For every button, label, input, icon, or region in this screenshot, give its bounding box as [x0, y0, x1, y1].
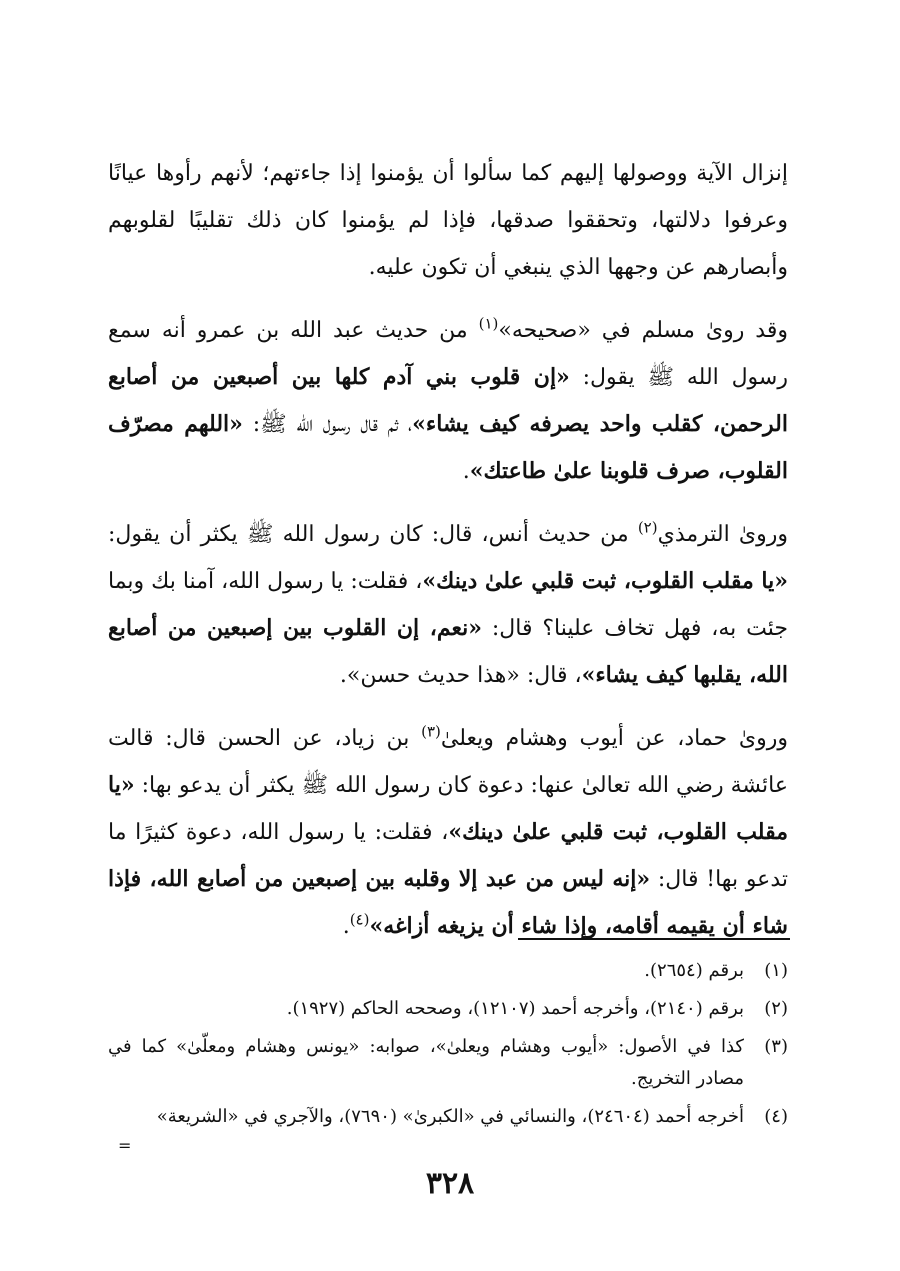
p3-text-4: ، قال: «هذا حديث حسن». — [339, 663, 582, 688]
p4-hadith-2: «إنه ليس من عبد إلا وقلبه بين إصبعين من أصابع الله، فإذا شاء أن يقيمه أقامه، وإذا شاء أن يزيغه أزاغه» — [108, 866, 788, 939]
p2-hadith-2: «اللهم مصرّف القلوب، صرف قلوبنا علىٰ طاعتك» — [108, 411, 788, 484]
p4-text-2: بن زياد، عن الحسن قال: قالت عائشة رضي الله تعالىٰ عنها: دعوة كان رسول الله ﷺ يكثر أن يدعو بها: — [108, 726, 788, 798]
footnotes — [108, 955, 788, 1139]
p3-text-1: وروىٰ الترمذي — [657, 522, 788, 547]
footnote-ref-2[interactable]: (٢) — [637, 518, 658, 537]
footnote-text: أخرجه أحمد (٢٤٦٠٤)، والنسائي في «الكبرىٰ» (٧٦٩٠)، والآجري في «الشريعة» — [156, 1106, 744, 1127]
footnote-2 — [108, 993, 788, 1025]
p4-text-1: وروىٰ حماد، عن أيوب وهشام ويعلىٰ — [440, 726, 788, 751]
p4-hadith-1: «يا مقلب القلوب، ثبت قلبي علىٰ دينك» — [108, 772, 788, 845]
footnote-text: كذا في الأصول: «أيوب وهشام ويعلىٰ»، صوابه: «يونس وهشام ومعلّىٰ» كما في مصادر التخريج. — [108, 1036, 744, 1089]
paragraph-1 — [108, 150, 788, 291]
p3-text-2: من حديث أنس، قال: كان رسول الله ﷺ يكثر أن يقول: — [108, 522, 638, 547]
footnote-text: برقم (٢١٤٠)، وأخرجه أحمد (١٢١٠٧)، وصححه الحاكم (١٩٢٧). — [286, 998, 744, 1019]
footnote-1 — [108, 955, 788, 987]
paragraph-2 — [108, 307, 788, 495]
footnote-ref-1[interactable]: (١) — [478, 314, 499, 333]
paragraph-3 — [108, 511, 788, 699]
paragraph-1-text: إنزال الآية ووصولها إليهم كما سألوا أن يؤمنوا إذا جاءتهم؛ لأنهم رأوها عيانًا وعرفوا دلالتها، وتحققوا صدقها، فإذا لم يؤمنوا كان ذلك تقليبًا لقلوبهم وأبصارهم عن وجهها الذي ينبغي أن تكون عليه. — [108, 161, 788, 280]
footnote-3 — [108, 1031, 788, 1095]
footnote-text: برقم (٢٦٥٤). — [644, 960, 744, 981]
p3-hadith-2: «نعم، إن القلوب بين إصبعين من أصابع الله، يقلبها كيف يشاء» — [108, 615, 788, 688]
footnote-ref-3[interactable]: (٣) — [421, 722, 441, 741]
footnote-4 — [108, 1101, 788, 1133]
footnote-number: (٤) — [764, 1106, 788, 1127]
footnote-number: (٣) — [764, 1036, 788, 1057]
footnote-number: (١) — [764, 960, 788, 981]
main-text — [108, 150, 788, 950]
footnote-number: (٢) — [764, 998, 788, 1019]
footnote-continuation-mark: = — [118, 1136, 132, 1155]
paragraph-4 — [108, 715, 788, 950]
page-number: ٣٢٨ — [425, 1166, 475, 1201]
p4-text-3: ، فقلت: يا رسول الله، دعوة كثيرًا ما تدعو بها! قال: — [108, 820, 788, 892]
p3-hadith-1: «يا مقلب القلوب، ثبت قلبي علىٰ دينك» — [422, 568, 788, 594]
p2-text-4: . — [462, 459, 470, 484]
footnote-ref-4[interactable]: (٤) — [349, 910, 370, 929]
footnote-divider — [518, 938, 790, 940]
p3-text-3: ، فقلت: يا رسول الله، آمنا بك وبما جئت به، فهل تخاف علينا؟ قال: — [108, 569, 788, 641]
p2-text-3: ، ثم قال رسول الله ﷺ: — [242, 412, 413, 437]
p2-hadith-1: «إن قلوب بني آدم كلها بين أصبعين من أصابع الرحمن، كقلب واحد يصرفه كيف يشاء» — [108, 364, 788, 437]
p2-text-2: من حديث عبد الله بن عمرو أنه سمع رسول الله ﷺ يقول: — [108, 318, 788, 390]
p4-text-4: . — [342, 914, 350, 939]
p2-text-1: وقد روىٰ مسلم في «صحيحه» — [498, 318, 788, 343]
